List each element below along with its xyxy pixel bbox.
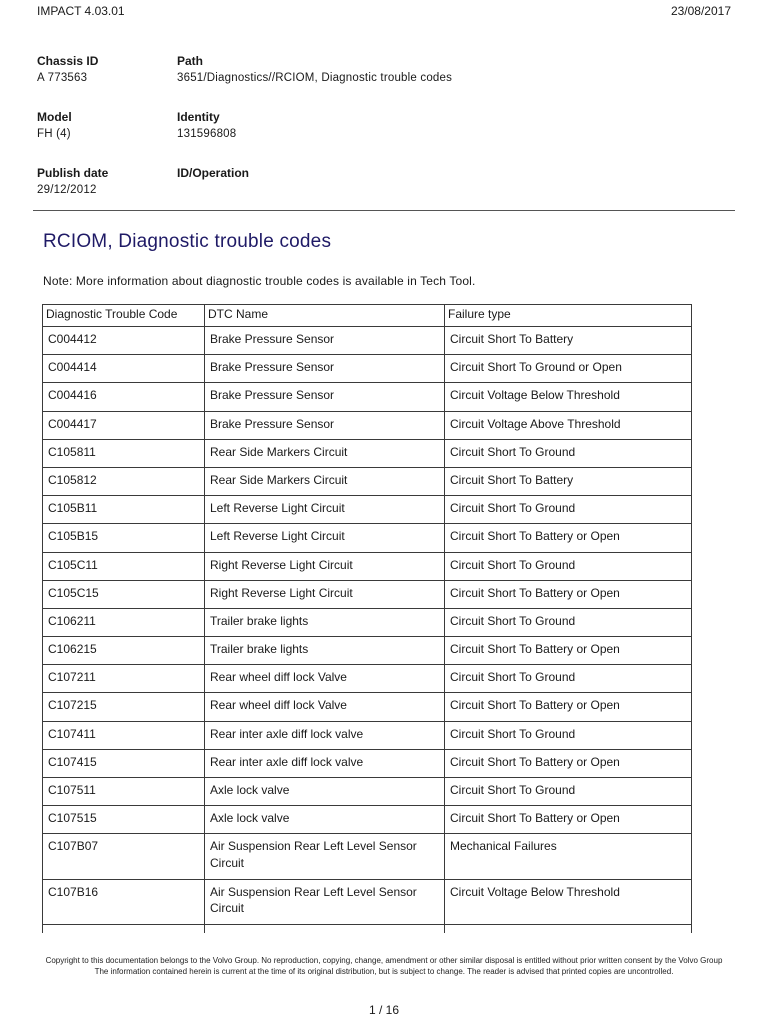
table-row (43, 665, 692, 693)
failure-type: Circuit Short To Ground or Open (445, 355, 692, 383)
dtc-name: Brake Pressure Sensor (205, 327, 445, 355)
page-number: 1 / 16 (368, 1003, 400, 1017)
failure-type: Circuit Short To Battery or Open (445, 693, 692, 721)
table-row (43, 411, 692, 439)
dtc-code: C107211 (43, 665, 205, 693)
dtc-name: Rear inter axle diff lock valve (205, 749, 445, 777)
dtc-name: Rear wheel diff lock Valve (205, 693, 445, 721)
failure-type: Circuit Short To Battery or Open (445, 637, 692, 665)
dtc-code: C106215 (43, 637, 205, 665)
dtc-name: Rear Side Markers Circuit (205, 439, 445, 467)
print-date: 23/08/2017 (670, 4, 731, 18)
table-row (43, 327, 692, 355)
dtc-name: Left Reverse Light Circuit (205, 524, 445, 552)
dtc-name: Air Suspension Rear Left Level Sensor Circuit (205, 834, 445, 880)
failure-type: Circuit Short To Battery or Open (445, 580, 692, 608)
table-row (43, 524, 692, 552)
dtc-name: Axle lock valve (205, 778, 445, 806)
identity-label: Identity (177, 110, 220, 124)
failure-type: Circuit Voltage Below Threshold (445, 383, 692, 411)
column-header-name: DTC Name (205, 305, 445, 327)
dtc-name: Axle lock valve (205, 806, 445, 834)
failure-type: Circuit Short To Ground (445, 778, 692, 806)
dtc-name: Right Reverse Light Circuit (205, 552, 445, 580)
table-header-row (43, 305, 692, 327)
failure-type: Circuit Short To Ground (445, 439, 692, 467)
dtc-code: C004412 (43, 327, 205, 355)
failure-type: Circuit Short To Ground (445, 552, 692, 580)
dtc-table (42, 304, 692, 933)
page-header (37, 4, 731, 20)
table-row (43, 496, 692, 524)
model-field (37, 110, 72, 141)
dtc-name: Left Reverse Light Circuit (205, 496, 445, 524)
identity-value: 131596808 (177, 128, 237, 140)
table-row (43, 834, 692, 880)
chassis-id-label: Chassis ID (37, 54, 99, 68)
dtc-code: C004414 (43, 355, 205, 383)
table-row (43, 608, 692, 636)
id-operation-field (177, 166, 249, 183)
table-row (43, 439, 692, 467)
dtc-code: C106211 (43, 608, 205, 636)
table-row (43, 879, 692, 925)
failure-type: Circuit Short To Battery (445, 467, 692, 495)
dtc-code: C004417 (43, 411, 205, 439)
failure-type: Circuit Short To Battery or Open (445, 749, 692, 777)
dtc-code: C107515 (43, 806, 205, 834)
document-title: RCIOM, Diagnostic trouble codes (43, 231, 332, 252)
dtc-name: Air Suspension Rear Left Level Sensor Circuit (205, 879, 445, 925)
failure-type: Circuit Short To Battery or Open (445, 524, 692, 552)
failure-type: Circuit Short To Battery (445, 327, 692, 355)
dtc-code: C107411 (43, 721, 205, 749)
table-row-continued (43, 925, 692, 934)
dtc-name: Trailer brake lights (205, 608, 445, 636)
dtc-code: C004416 (43, 383, 205, 411)
failure-type: Circuit Short To Ground (445, 496, 692, 524)
publish-date-field (37, 166, 108, 197)
failure-type: Circuit Short To Ground (445, 721, 692, 749)
id-operation-label: ID/Operation (177, 166, 250, 180)
dtc-code: C107511 (43, 778, 205, 806)
dtc-code: C107B16 (43, 879, 205, 925)
table-cell-empty (445, 925, 692, 934)
dtc-name: Brake Pressure Sensor (205, 383, 445, 411)
failure-type: Circuit Short To Ground (445, 665, 692, 693)
identity-field (177, 110, 236, 141)
failure-type: Circuit Short To Ground (445, 608, 692, 636)
model-value: FH (4) (37, 128, 71, 140)
publish-date-label: Publish date (37, 166, 109, 180)
table-row (43, 637, 692, 665)
dtc-code: C107215 (43, 693, 205, 721)
dtc-name: Rear Side Markers Circuit (205, 467, 445, 495)
table-row (43, 806, 692, 834)
tech-tool-note: Note: More information about diagnostic trouble codes is available in Tech Tool. (43, 274, 476, 288)
dtc-name: Brake Pressure Sensor (205, 355, 445, 383)
table-row (43, 552, 692, 580)
dtc-code: C105B15 (43, 524, 205, 552)
dtc-code: C105811 (43, 439, 205, 467)
failure-type: Mechanical Failures (445, 834, 692, 880)
dtc-code: C107B07 (43, 834, 205, 880)
table-row (43, 355, 692, 383)
dtc-code: C105C15 (43, 580, 205, 608)
path-label: Path (177, 54, 204, 68)
table-row (43, 580, 692, 608)
chassis-id-value: A 773563 (37, 72, 88, 84)
distribution-notice: The information contained herein is current at the time of its original distribution, but is subject to change. The reader is advised that printed copies are uncontrolled. (94, 967, 674, 976)
table-row (43, 721, 692, 749)
model-label: Model (37, 110, 72, 124)
dtc-name: Rear wheel diff lock Valve (205, 665, 445, 693)
table-row (43, 749, 692, 777)
header-divider (33, 210, 735, 211)
dtc-name: Rear inter axle diff lock valve (205, 721, 445, 749)
failure-type: Circuit Voltage Above Threshold (445, 411, 692, 439)
path-value: 3651/Diagnostics//RCIOM, Diagnostic trouble codes (177, 72, 453, 84)
table-cell-empty (205, 925, 445, 934)
chassis-id-field (37, 54, 98, 85)
publish-date-value: 29/12/2012 (37, 184, 97, 196)
dtc-name: Brake Pressure Sensor (205, 411, 445, 439)
app-version: IMPACT 4.03.01 (37, 4, 125, 18)
dtc-name: Trailer brake lights (205, 637, 445, 665)
path-field (177, 54, 452, 85)
failure-type: Circuit Voltage Below Threshold (445, 879, 692, 925)
failure-type: Circuit Short To Battery or Open (445, 806, 692, 834)
document-metadata (37, 54, 737, 222)
dtc-name: Right Reverse Light Circuit (205, 580, 445, 608)
table-row (43, 383, 692, 411)
column-header-failure: Failure type (445, 305, 692, 327)
table-row (43, 778, 692, 806)
column-header-code: Diagnostic Trouble Code (43, 305, 205, 327)
copyright-footer (30, 955, 738, 977)
table-row (43, 467, 692, 495)
dtc-code: C107415 (43, 749, 205, 777)
dtc-code: C105B11 (43, 496, 205, 524)
table-cell-empty (43, 925, 205, 934)
dtc-code: C105C11 (43, 552, 205, 580)
dtc-code: C105812 (43, 467, 205, 495)
copyright-notice: Copyright to this documentation belongs to the Volvo Group. No reproduction, copying, change, amendment or other similar disposal is entitled without prior written consent by the Volvo Group (45, 956, 723, 965)
table-row (43, 693, 692, 721)
